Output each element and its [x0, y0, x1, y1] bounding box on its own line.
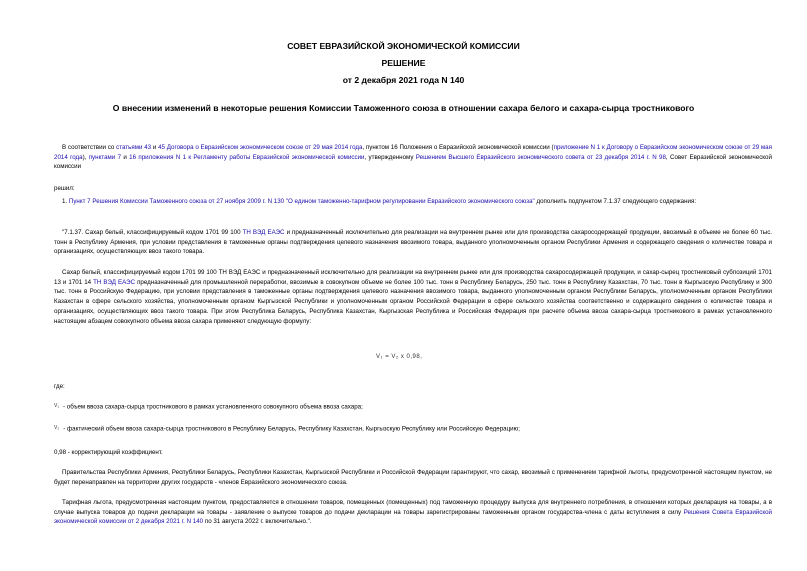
link-points-7[interactable]: пунктами 7 — [88, 153, 122, 161]
resolved-label: решил: — [54, 185, 75, 192]
raw-sugar-paragraph: Сахар белый, классифицируемый кодом 1701 99 100 ТН ВЭД ЕАЭС и предназначенный исключительно для реализации на внутреннем рынке или для производства сахаросодержащей продукции, и сахар-сырец тростниковый субпозиций 1701 13 и 1701 14 ТН ВЭД ЕАЭС предназначенный для промышленной переработки, ввозимые в совокупном объеме не более 100 тыс. тонн в Республику Беларусь, 250 тыс. тонн в Республику Казахстан, 70 тыс. тонн в Кыргызскую Республику и 300 тыс. тонн в Российскую Федерацию, при условии представления в таможенные органы подтверждения целевого назначения ввозимого товара, выданного уполномоченным органом Республики Беларусь, уполномоченным органом Республики Казахстан в сфере сельского хозяйства, уполномоченным органом Кыргызской Республики и уполномоченным органом Российской Федерации в сфере сельского хозяйства соответственно и содержащего сведения о количестве товара и организациях, осуществляющих ввоз такого товара. При этом Республика Беларусь, Республика Казахстан, Кыргызская Республика и Российская Федерация при расчете объема ввоза сахара-сырца тростникового в рамках установленного настоящим абзацем совокупного объема ввоза сахара применяют следующую формулу: — [54, 269, 772, 325]
link-regulation-annex-16[interactable]: 16 приложения N 1 к Регламенту работы Евразийской экономической комиссии — [129, 153, 365, 161]
definition-v2: V₂ - фактический объем ввоза сахара-сырца тростникового в Республику Беларусь, Республику Казахстан, Кыргызскую Республику или Российскую Федерацию; — [54, 425, 520, 433]
item-1-paragraph: 1. Пункт 7 Решения Комиссии Таможенного союза от 27 ноября 2009 г. N 130 "О едином таможенно-тарифном регулировании Евразийского экономического союза" дополнить подпунктом 7.1.37 следующего содержания: — [62, 198, 697, 205]
preamble-paragraph: В соответствии со статьями 43 и 45 Договора о Евразийском экономическом союзе от 29 мая 2014 года, пунктом 16 Положения о Евразийской экономической комиссии (приложение N 1 к Договору о Евразийском экономическом союзе от 29 мая 2014 года), пунктами 7 и 16 приложения N 1 к Регламенту работы Евразийской экономической комиссии, утвержденному Решением Высшего Евразийского экономического совета от 23 декабря 2014 г. N 98, Совет Евразийской экономической комиссии — [54, 144, 772, 171]
where-label: где: — [54, 383, 65, 390]
link-article-43[interactable]: статьями 43 — [116, 144, 152, 151]
link-treaty-article-45[interactable]: 45 Договора о Евразийском экономическом союзе от 29 мая 2014 года — [158, 144, 363, 151]
link-tn-ved-eaes-1[interactable]: ТН ВЭД ЕАЭС — [242, 229, 285, 236]
subpoint-7-1-37-paragraph: "7.1.37. Сахар белый, классифицируемый кодом 1701 99 100 ТН ВЭД ЕАЭС и предназначенный исключительно для реализации на внутреннем рынке или для производства сахаросодержащей продукции, ввозимый в объеме не более 60 тыс. тонн в Республику Армения, при условии представления в таможенные органы подтверждения целевого назначения ввозимого товара, выданного уполномоченным органом Республики Армения и содержащего сведения о количестве товара и организациях, осуществляющих ввоз такого товара. — [54, 229, 773, 256]
document-subject: О внесении изменений в некоторые решения Комиссии Таможенного союза в отношении сахара белого и сахара-сырца тростникового — [112, 103, 695, 113]
definition-coefficient: 0,98 - корректирующий коэффициент. — [54, 449, 163, 456]
v1-symbol: V₁ — [54, 403, 60, 409]
link-decision-130-point-7[interactable]: Пункт 7 Решения Комиссии Таможенного союза от 27 ноября 2009 г. N 130 "О едином таможенно-тарифном регулировании Евразийского экономического союза" — [68, 198, 535, 205]
guarantee-paragraph: Правительства Республики Армения, Республики Беларусь, Республики Казахстан, Кыргызской Республики и Российской Федерации гарантируют, что сахар, ввозимый с применением тарифной льготы, предусмотренной настоящим пунктом, не будет перенаправлен на территории других государств - членов Евразийского экономического союза. — [54, 469, 772, 486]
definition-v1: V₁ - объем ввоза сахара-сырца тростникового в рамках установленного совокупного объема ввоза сахара; — [54, 403, 363, 411]
document-kind: РЕШЕНИЕ — [381, 58, 426, 68]
formula: V₁ = V₂ x 0,98, — [376, 354, 423, 360]
link-treaty-annex-1[interactable]: приложение N 1 к Договору о Евразийском экономическом союзе от 29 мая 2014 года — [54, 144, 772, 161]
link-tn-ved-eaes-2[interactable]: ТН ВЭД ЕАЭС — [93, 278, 136, 286]
tariff-benefit-paragraph: Тарифная льгота, предусмотренная настоящим пунктом, предоставляется в отношении товаров, помещенных (помещенных) под таможенную процедуру выпуска для внутреннего потребления, в отношении которых декларация на товары, а в случае выпуска товаров до подачи декларации на товары - заявление о выпуске товаров до подачи декларации на товары зарегистрированы таможенным органом государства-члена с даты вступления в силу Решения Совета Евразийской экономической комиссии от 2 декабря 2021 г. N 140 по 31 августа 2022 г. включительно.". — [54, 499, 772, 526]
v2-symbol: V₂ — [54, 425, 60, 431]
link-council-decision-140[interactable]: Решения Совета Евразийской экономической комиссии от 2 декабря 2021 г. N 140 — [54, 508, 772, 526]
link-supreme-council-decision[interactable]: Решением Высшего Евразийского экономического совета от 23 декабря 2014 г. N 98 — [415, 153, 666, 161]
council-name: СОВЕТ ЕВРАЗИЙСКОЙ ЭКОНОМИЧЕСКОЙ КОМИССИИ — [287, 41, 520, 51]
document-date: от 2 декабря 2021 года N 140 — [342, 75, 465, 85]
